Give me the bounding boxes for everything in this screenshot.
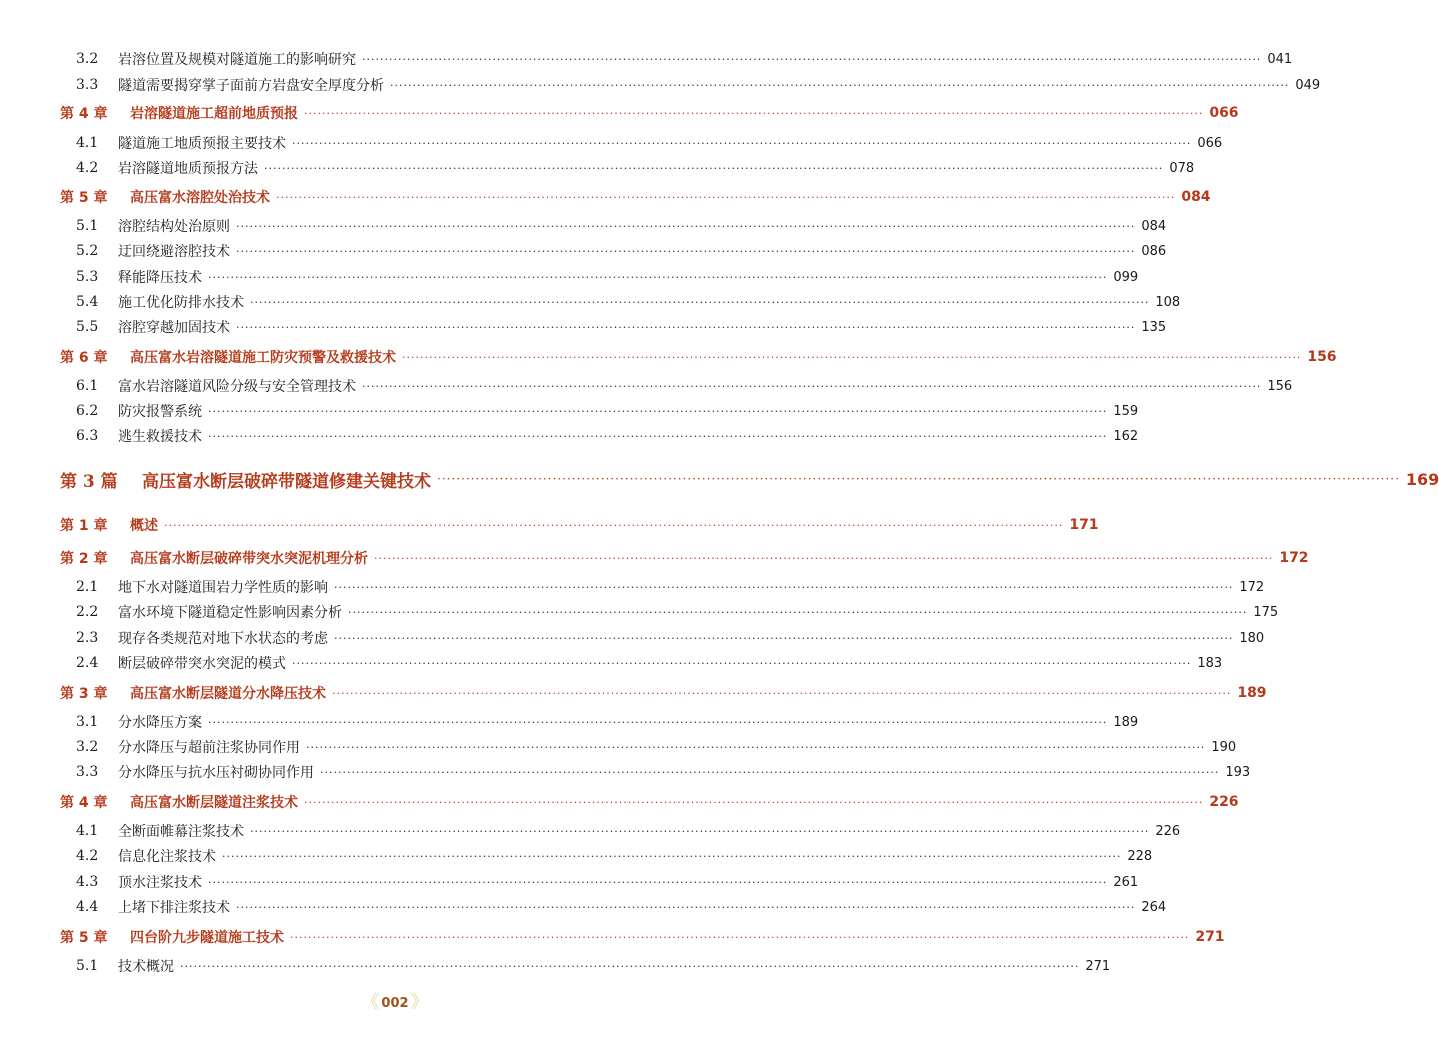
toc-entry-page: 099 [1113, 269, 1139, 285]
toc-entry-title: 富水环境下隧道稳定性影响因素分析 [118, 605, 342, 621]
toc-section-row [0, 315, 1167, 339]
toc-entry-number: 第 6 章 [60, 350, 108, 366]
toc-section-row [0, 735, 1237, 759]
toc-entry-title: 信息化注浆技术 [118, 849, 216, 865]
toc-entry-page: 180 [1239, 630, 1265, 646]
toc-chapter-row [0, 546, 1309, 570]
toc-chapter-row [0, 925, 1225, 949]
toc-entry-number: 4.1 [76, 135, 99, 151]
toc-entry-page: 108 [1155, 294, 1181, 310]
toc-entry-title: 技术概况 [118, 959, 174, 975]
toc-entry-page: 172 [1239, 579, 1265, 595]
toc-entry-title: 溶腔穿越加固技术 [118, 320, 230, 336]
toc-section-row [0, 239, 1167, 263]
dot-leader: ········································································································································································································ [180, 959, 1080, 973]
toc-chapter-row [0, 790, 1239, 814]
dot-leader: ········································································································································································································ [437, 472, 1400, 486]
dot-leader: ········································································································································································································ [292, 656, 1192, 670]
toc-entry-page: 084 [1141, 218, 1167, 234]
dot-leader: ········································································································································································································ [402, 350, 1302, 364]
toc-entry-title: 逃生救援技术 [118, 429, 202, 445]
toc-entry-page: 169 [1405, 469, 1439, 489]
toc-entry-number: 4.2 [76, 160, 99, 176]
toc-chapter-row [0, 185, 1211, 209]
toc-section-row [0, 156, 1195, 180]
toc-entry-title: 隧道施工地质预报主要技术 [118, 136, 286, 152]
toc-entry-page: 189 [1113, 714, 1139, 730]
toc-section-row [0, 651, 1223, 675]
toc-entry-title: 高压富水岩溶隧道施工防灾预警及救援技术 [130, 350, 396, 366]
toc-entry-title: 分水降压方案 [118, 715, 202, 731]
toc-section-row [0, 600, 1279, 624]
toc-entry-title: 防灾报警系统 [118, 404, 202, 420]
right-ornament-icon: 》 [410, 992, 429, 1013]
page-footer [360, 992, 430, 1014]
toc-section-row [0, 399, 1139, 423]
toc-entry-title: 顶水注浆技术 [118, 875, 202, 891]
toc-entry-title: 溶腔结构处治原则 [118, 219, 230, 235]
left-ornament-icon: 《 [361, 992, 380, 1013]
page-number: 002 [381, 995, 409, 1011]
dot-leader: ········································································································································································································ [264, 161, 1164, 175]
toc-entry-number: 6.3 [76, 428, 99, 444]
toc-entry-page: 041 [1267, 51, 1293, 67]
toc-entry-page: 156 [1267, 378, 1293, 394]
toc-entry-number: 第 3 章 [60, 686, 108, 702]
toc-entry-number: 4.3 [76, 874, 99, 890]
toc-entry-number: 3.3 [76, 77, 99, 93]
toc-section-row [0, 374, 1293, 398]
toc-entry-page: 066 [1209, 105, 1239, 121]
toc-entry-page: 162 [1113, 428, 1139, 444]
toc-section-row [0, 844, 1153, 868]
toc-part-row [0, 464, 1439, 494]
toc-entry-title: 岩溶位置及规模对隧道施工的影响研究 [118, 52, 356, 68]
toc-entry-title: 富水岩溶隧道风险分级与安全管理技术 [118, 379, 356, 395]
dot-leader: ········································································································································································································ [222, 849, 1122, 863]
toc-section-row [0, 73, 1321, 97]
toc-section-row [0, 760, 1251, 784]
toc-entry-page: 066 [1197, 135, 1223, 151]
toc-entry-number: 5.4 [76, 294, 99, 310]
dot-leader: ········································································································································································································ [306, 740, 1206, 754]
toc-entry-number: 4.4 [76, 899, 99, 915]
toc-entry-page: 189 [1237, 685, 1267, 701]
toc-section-row [0, 870, 1139, 894]
toc-entry-page: 049 [1295, 77, 1321, 93]
toc-entry-number: 3.1 [76, 714, 99, 730]
toc-entry-title: 断层破碎带突水突泥的模式 [118, 656, 286, 672]
toc-entry-number: 5.5 [76, 319, 99, 335]
toc-section-row [0, 47, 1293, 71]
toc-entry-number: 3.3 [76, 764, 99, 780]
toc-entry-title: 施工优化防排水技术 [118, 295, 244, 311]
toc-entry-number: 第 4 章 [60, 795, 108, 811]
toc-section-row [0, 710, 1139, 734]
toc-entry-page: 086 [1141, 243, 1167, 259]
toc-entry-title: 分水降压与抗水压衬砌协同作用 [118, 765, 314, 781]
toc-entry-title: 上堵下排注浆技术 [118, 900, 230, 916]
toc-entry-page: 078 [1169, 160, 1195, 176]
toc-entry-number: 5.1 [76, 958, 99, 974]
toc-entry-number: 5.1 [76, 218, 99, 234]
toc-entry-number: 4.2 [76, 848, 99, 864]
toc-entry-page: 271 [1195, 929, 1225, 945]
dot-leader: ········································································································································································································ [208, 875, 1108, 889]
toc-entry-title: 高压富水溶腔处治技术 [130, 190, 270, 206]
dot-leader: ········································································································································································································ [334, 580, 1234, 594]
toc-entry-number: 第 1 章 [60, 518, 108, 534]
toc-chapter-row [0, 101, 1239, 125]
toc-entry-number: 5.3 [76, 269, 99, 285]
dot-leader: ········································································································································································································ [236, 320, 1136, 334]
toc-entry-page: 264 [1141, 899, 1167, 915]
toc-section-row [0, 954, 1111, 978]
dot-leader: ········································································································································································································ [292, 136, 1192, 150]
toc-entry-page: 226 [1209, 794, 1239, 810]
toc-entry-title: 高压富水断层隧道注浆技术 [130, 795, 298, 811]
toc-entry-page: 171 [1069, 517, 1099, 533]
toc-entry-page: 190 [1211, 739, 1237, 755]
toc-entry-page: 159 [1113, 403, 1139, 419]
toc-chapter-row [0, 345, 1337, 369]
toc-entry-title: 高压富水断层破碎带突水突泥机理分析 [130, 551, 368, 567]
dot-leader: ········································································································································································································ [208, 715, 1108, 729]
toc-entry-page: 156 [1307, 349, 1337, 365]
toc-entry-page: 084 [1181, 189, 1211, 205]
dot-leader: ········································································································································································································ [208, 270, 1108, 284]
toc-entry-page: 135 [1141, 319, 1167, 335]
dot-leader: ········································································································································································································ [334, 631, 1234, 645]
toc-entry-title: 高压富水断层隧道分水降压技术 [130, 686, 326, 702]
toc-chapter-row [0, 513, 1099, 537]
dot-leader: ········································································································································································································ [236, 900, 1136, 914]
toc-entry-title: 四台阶九步隧道施工技术 [130, 930, 284, 946]
dot-leader: ········································································································································································································ [348, 605, 1248, 619]
toc-entry-title: 分水降压与超前注浆协同作用 [118, 740, 300, 756]
toc-entry-page: 228 [1127, 848, 1153, 864]
toc-entry-page: 193 [1225, 764, 1251, 780]
toc-section-row [0, 895, 1167, 919]
toc-entry-number: 第 5 章 [60, 930, 108, 946]
toc-entry-number: 6.1 [76, 378, 99, 394]
toc-entry-title: 高压富水断层破碎带隧道修建关键技术 [142, 471, 431, 492]
dot-leader: ········································································································································································································ [236, 219, 1136, 233]
dot-leader: ········································································································································································································ [208, 429, 1108, 443]
toc-section-row [0, 214, 1167, 238]
toc-entry-title: 迂回绕避溶腔技术 [118, 244, 230, 260]
toc-entry-page: 183 [1197, 655, 1223, 671]
dot-leader: ········································································································································································································ [362, 379, 1262, 393]
dot-leader: ········································································································································································································ [208, 404, 1108, 418]
dot-leader: ········································································································································································································ [362, 52, 1262, 66]
dot-leader: ········································································································································································································ [320, 765, 1220, 779]
dot-leader: ········································································································································································································ [374, 551, 1274, 565]
toc-entry-number: 6.2 [76, 403, 99, 419]
toc-entry-number: 第 3 篇 [60, 471, 118, 492]
toc-entry-page: 271 [1085, 958, 1111, 974]
toc-entry-number: 第 4 章 [60, 106, 108, 122]
toc-entry-title: 现存各类规范对地下水状态的考虑 [118, 631, 328, 647]
dot-leader: ········································································································································································································ [276, 190, 1176, 204]
toc-entry-title: 释能降压技术 [118, 270, 202, 286]
toc-entry-number: 2.1 [76, 579, 99, 595]
toc-section-row [0, 424, 1139, 448]
toc-entry-number: 3.2 [76, 51, 99, 67]
dot-leader: ········································································································································································································ [304, 795, 1204, 809]
toc-entry-page: 226 [1155, 823, 1181, 839]
toc-section-row [0, 265, 1139, 289]
dot-leader: ········································································································································································································ [164, 518, 1064, 532]
toc-entry-title: 隧道需要揭穿掌子面前方岩盘安全厚度分析 [118, 78, 384, 94]
toc-entry-title: 全断面帷幕注浆技术 [118, 824, 244, 840]
dot-leader: ········································································································································································································ [250, 824, 1150, 838]
dot-leader: ········································································································································································································ [304, 106, 1204, 120]
toc-entry-number: 2.4 [76, 655, 99, 671]
toc-entry-number: 4.1 [76, 823, 99, 839]
dot-leader: ········································································································································································································ [236, 244, 1136, 258]
toc-entry-title: 岩溶隧道地质预报方法 [118, 161, 258, 177]
toc-entry-number: 5.2 [76, 243, 99, 259]
toc-entry-number: 第 2 章 [60, 551, 108, 567]
toc-section-row [0, 575, 1265, 599]
toc-section-row [0, 290, 1181, 314]
dot-leader: ········································································································································································································ [250, 295, 1150, 309]
toc-chapter-row [0, 681, 1267, 705]
toc-entry-page: 172 [1279, 550, 1309, 566]
toc-entry-number: 2.2 [76, 604, 99, 620]
toc-entry-title: 地下水对隧道围岩力学性质的影响 [118, 580, 328, 596]
toc-entry-page: 175 [1253, 604, 1279, 620]
toc-section-row [0, 626, 1265, 650]
toc-entry-number: 3.2 [76, 739, 99, 755]
toc-section-row [0, 819, 1181, 843]
dot-leader: ········································································································································································································ [332, 686, 1232, 700]
toc-entry-title: 岩溶隧道施工超前地质预报 [130, 106, 298, 122]
dot-leader: ········································································································································································································ [290, 930, 1190, 944]
toc-entry-number: 第 5 章 [60, 190, 108, 206]
toc-entry-title: 概述 [130, 518, 158, 534]
toc-section-row [0, 131, 1223, 155]
toc-entry-number: 2.3 [76, 630, 99, 646]
toc-entry-page: 261 [1113, 874, 1139, 890]
dot-leader: ········································································································································································································ [390, 78, 1290, 92]
